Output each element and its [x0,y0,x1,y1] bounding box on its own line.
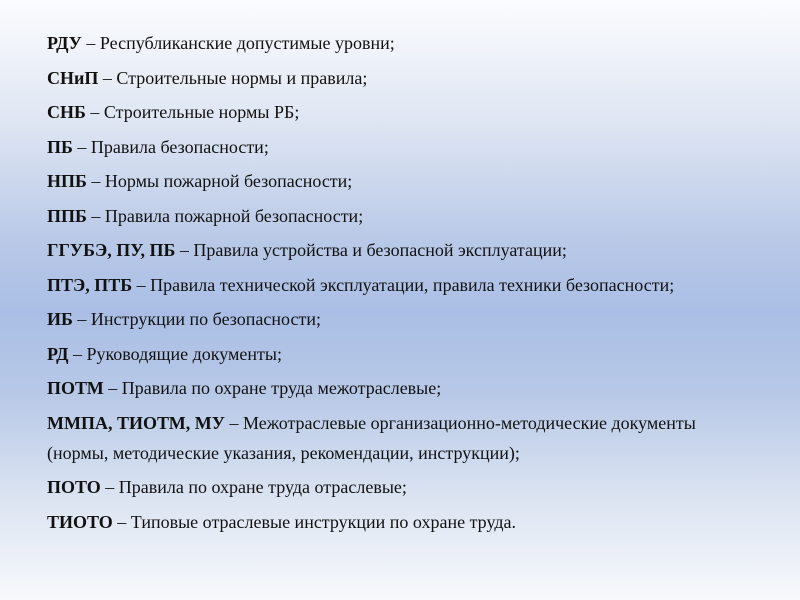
term-abbr: ИБ [47,309,73,329]
term-abbr: СНБ [47,102,86,122]
term-pte-ptb [47,270,747,300]
term-npb [47,166,747,196]
term-tioto [47,507,747,537]
term-definition: – Строительные нормы РБ; [85,102,300,122]
term-definition: – Правила по охране труда отраслевые; [100,477,407,497]
term-ib [47,304,747,334]
abbreviation-list [47,28,747,541]
term-abbr: ММПА, ТИОТМ, МУ [47,412,225,433]
term-potm [47,373,747,403]
term-definition: – Правила устройства и безопасной эксплуатации; [175,240,567,260]
term-abbr: РДУ [47,33,82,53]
term-abbr: ГГУБЭ, ПУ, ПБ [47,240,176,260]
term-snb [47,97,747,127]
term-definition: – Межотраслевые организационно-методические документы (нормы, методические указания, рекомендации, инструкции); [47,412,696,463]
term-definition: – Нормы пожарной безопасности; [86,171,353,191]
term-abbr: ПТЭ, ПТБ [47,274,133,295]
term-definition: – Правила технической эксплуатации, правила техники безопасности; [132,274,675,295]
term-abbr: ТИОТО [47,511,113,532]
term-abbr: ППБ [47,205,87,226]
term-definition: – Строительные нормы и правила; [98,67,368,88]
term-poto [47,472,747,502]
term-definition: – Правила безопасности; [72,136,269,157]
term-rd [47,339,747,369]
term-pb [47,132,747,162]
term-definition: – Республиканские допустимые уровни; [81,33,395,53]
term-abbr: РД [47,343,69,364]
term-mmpa [47,408,747,468]
term-ppb [47,201,747,231]
term-definition: – Правила пожарной безопасности; [86,205,364,226]
term-definition: – Правила по охране труда межотраслевые; [103,378,442,398]
term-abbr: СНиП [47,67,99,88]
term-definition: – Инструкции по безопасности; [72,309,321,329]
term-rdu [47,28,747,58]
term-definition: – Типовые отраслевые инструкции по охране труда. [112,511,516,532]
term-abbr: ПОТМ [47,378,104,398]
term-snip [47,63,747,93]
term-definition: – Руководящие документы; [68,343,282,364]
term-abbr: НПБ [47,171,87,191]
term-abbr: ПБ [47,136,73,157]
term-abbr: ПОТО [47,477,101,497]
term-ggube [47,235,747,265]
